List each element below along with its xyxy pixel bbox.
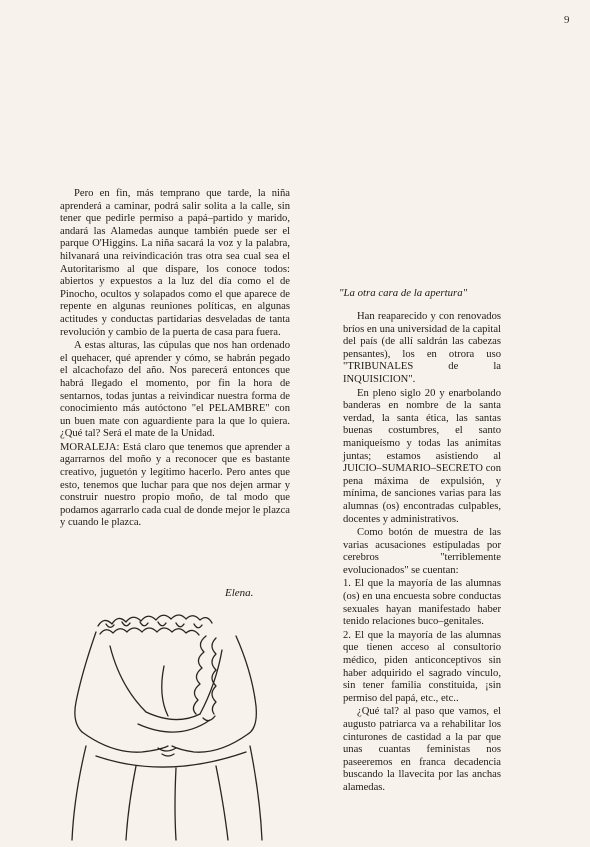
paragraph: Como botón de muestra de las varias acusaciones estipuladas por cerebros "terriblemente evolucionados" se cuentan:	[343, 527, 501, 576]
list-item: 1. El que la mayoría de las alumnas (os) en una encuesta sobre conductas sexuales hayan manifestado haber tenido relaciones buco–genitales.	[343, 578, 501, 628]
paragraph: Pero en fin, más temprano que tarde, la niña aprenderá a caminar, podrá salir solita a la calle, sin tener que pedirle permiso a papá–partido y marido, andará las Alamedas aunque también puede ser el parque O'Higgins. La niña sacará la voz y la palabra, hilvanará una reivindicación tras otra sea cual sea el Autoritarismo al que dispare, los conoce todos: abiertos y expuestos a la luz del día como el de Pinocho, ocultos y solapados como el que aparece de repente en algunas reuniones políticas, en algunas actitudes y conductas partidarias desveladas de tanta revolución y cambio de la puerta de casa para fuera.	[60, 188, 290, 338]
page-number: 9	[564, 14, 570, 26]
paragraph: MORALEJA: Está claro que tenemos que aprender a agarrarnos del moño y a reconocer que es bastante creativo, juguetón y legítimo hacerlo. Pero antes que esto, tenemos que luchar para que nos dejen armar y construir nuestro propio moño, de tal modo que podamos agarrarlo cada cual de donde mejor le plazca y cuando le plazca.	[60, 441, 291, 529]
signature: Elena.	[225, 587, 254, 599]
list-item: 2. El que la mayoría de las alumnas que tienen acceso al consultorio médico, piden anticonceptivos sin haber adquirido el sagrado vínculo, sin tener familia constituida, ¡sin permiso del papá, etc., etc..	[343, 629, 501, 704]
paragraph: Han reaparecido y con renovados bríos en una universidad de la capital del país (de allí saldrán las cabezas pensantes), los en otrora uso "TRIBUNALES de la INQUISICION".	[343, 311, 501, 385]
paragraph: A estas alturas, las cúpulas que nos han ordenado el quehacer, qué aprender y cómo, se habrán pegado el alcachofazo del año. Nos parecerá entonces que habrá llegado el momento, por fin la hora de sentarnos, todas juntas a reivindicar nuestra forma de conocimiento más autóctono "el PELAMBRE" con un buen mate con aguardiente para la que lo quiera. ¿Qué tal? Será el mate de la Unidad.	[60, 340, 290, 440]
left-column	[60, 188, 290, 530]
paragraph: En pleno siglo 20 y enarbolando banderas en nombre de la santa verdad, la santa ética, las santas buenas costumbres, el santo maniqueísmo y todas las animitas juntas; estamos asistiendo al JUICIO–SUMARIO–SECRETO con pena máxima de expulsión, y mínima, de sanciones varias para las alumnas (os) encontradas culpables, docentes y administrativos.	[343, 387, 501, 525]
woman-braid-illustration	[66, 606, 266, 842]
article-subtitle: "La otra cara de la apertura"	[339, 287, 468, 299]
paragraph: ¿Qué tal? al paso que vamos, el augusto patriarca va a rehabilitar los cinturones de castidad a la par que unas cuantas feministas nos paseeremos en franca decadencia buscando la llavecita por las anchas alamedas.	[343, 706, 501, 793]
right-column	[343, 311, 501, 795]
